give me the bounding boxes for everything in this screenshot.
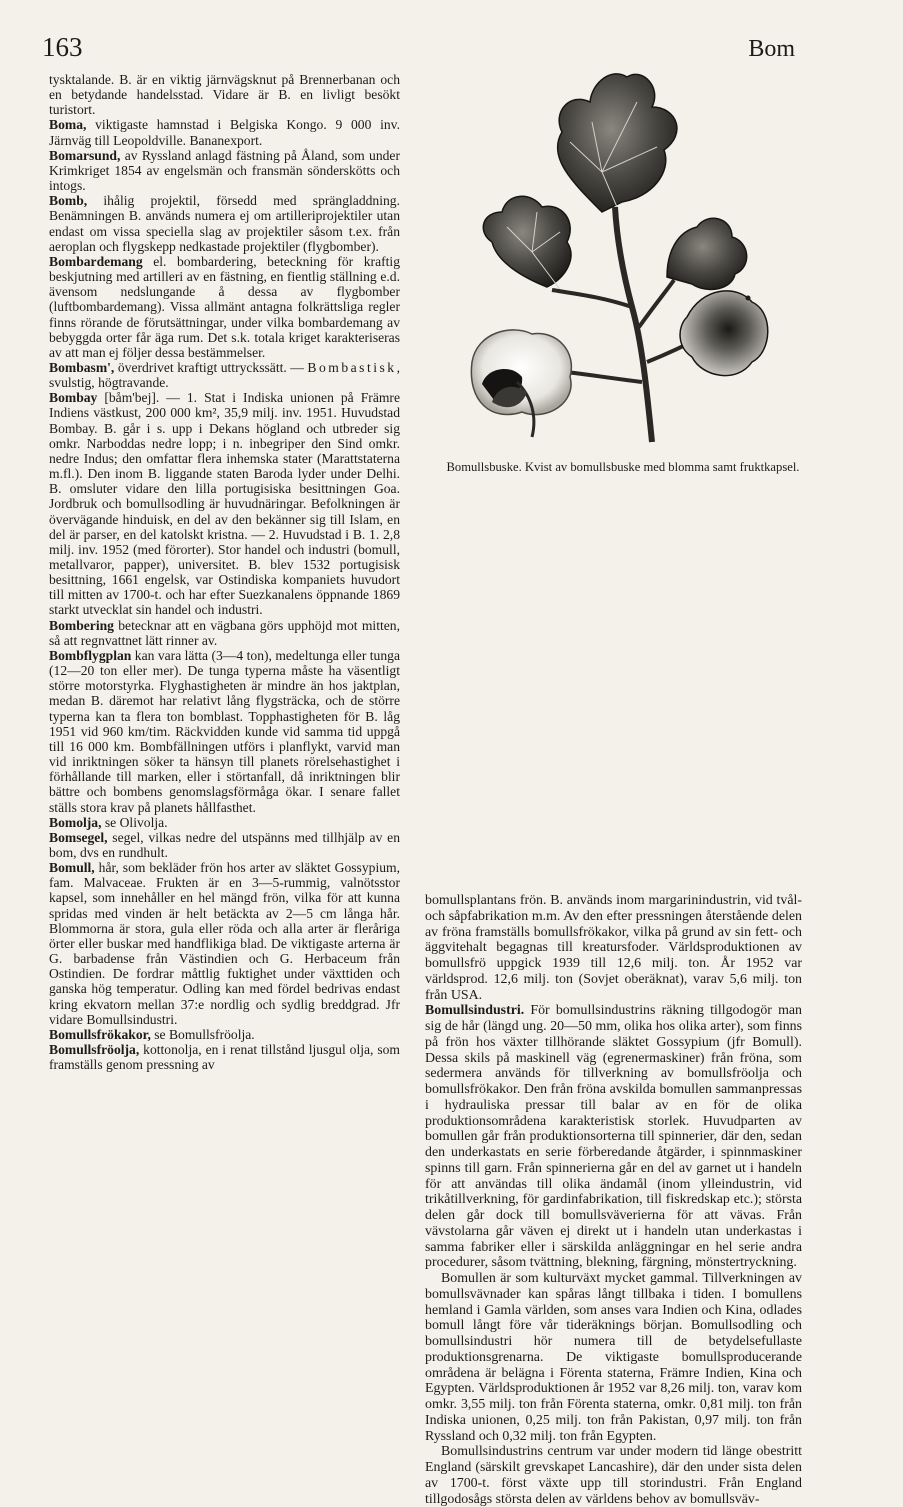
entry-text: el. bombardering, beteckning för kraftig beskjutning med artilleri av en fästning, en fientlig ställning e.d. ävensom nedslungande å dessa av flygbomber (luftbombardemang). Vissa allmänt antagna folkrättsliga regler finns rörande de förutsättningar, under vilka bombardemang av bebyggda orter får äga rum. Det s.k. totala kriget karakteriseras av att man ej följer dessa bestämmelser. <box>49 253 400 360</box>
entry-bomolja <box>49 815 400 830</box>
entry-text: av Ryssland anlagd fästning på Åland, som under Krimkriget 1854 av engelsmän och fransmän sönderskötts och intogs. <box>49 147 400 194</box>
entry-text: kottonolja, en i renat tillstånd ljusgul olja, som framställs genom pressning av <box>49 1042 400 1073</box>
right-column <box>425 893 802 1507</box>
entry-bomb <box>49 193 400 254</box>
entry-bomull <box>49 860 400 1027</box>
entry-text: viktigaste hamnstad i Belgiska Kongo. 9 000 inv. Järnväg till Leopoldville. Bananexport. <box>49 117 400 148</box>
headword: Bomullsindustri. <box>425 1003 525 1019</box>
headword: Bomullsfröolja, <box>49 1042 140 1057</box>
headword: Bomb, <box>49 193 88 209</box>
entry-text: ihålig projektil, försedd med sprängladdning. Benämningen B. används numera ej om artilleriprojektiler utan endast om vissa speciella slag av projektiler såsom t.ex. från aeroplan och flygskepp nedkastade projektiler (flygbomber). <box>49 193 400 254</box>
entry-text: Bomullen är som kulturväxt mycket gammal. Tillverkningen av bomullsvävnader kan spåras långt tillbaka i tiden. I bomullens hemland i Gamla världen, som anses vara Indien och Kina, odlades bomull långt före vår tideräknings början. Bomullsodling och bomullsindustri hör numera till de betydelsefullaste produktionsgrenarna. De viktigaste bomullsproducerande områdena är belägna i Förenta staterna, Främre Indien, Kina och Egypten. Världsproduktionen år 1952 var 8,26 milj. ton, varav kom omkr. 3,55 milj. ton från Förenta staterna, omkr. 0,81 milj. ton från Indiska unionen, 0,25 milj. ton från Pakistan, 0,97 milj. ton från Ryssland och 0,32 milj. ton från Egypten. <box>425 1271 802 1444</box>
entry-text: Bomullsindustrins centrum var under modern tid länge obestritt England (särskilt grevskapet Lancashire), där den under sista delen av 1700-t. först växte upp till storindustri. Från England tillgodosågs största delen av världens behov av bomullsväv- <box>425 1444 802 1507</box>
entry-text: se Bomullsfröolja. <box>150 1026 255 1042</box>
headword: Bombay <box>49 390 98 406</box>
entry-boma <box>49 117 400 147</box>
entry-intro <box>49 72 400 117</box>
headword: Bombasm', <box>49 359 115 375</box>
entry-text: För bomullsindustrins räkning tillgodogör man sig de hår (längd ung. 20—50 mm, olika hos olika arter), som finns på frön hos växter tillhörande släktet Gossypium (jfr Bomull). Dessa skils på maskinell väg (egrenermaskiner) från fröna, som sedermera används för tillverkning av bomullsfröolja och bomullsfrökakor. Den från fröna avskilda bomullen sammanpressas i hydrauliska pressar till balar av en för de olika produktionsområdena karakteristisk storlek. Huvudparten av bomullen går från produktionsorterna till spinnerier, där den, sedan den underkastats en serie förberedande åtgärder, i spinnmaskiner spinns till garn. Från spinnerierna går en del av garnet ut i handeln för att användas till olika ändamål (inom ylleindustrin, vid trikåtillverkning, för gardinfabrikation, till fiskredskap etc.); största delen går dock till bomullsväverierna för att vävas. Från vävstolarna går väven ej direkt ut i handeln utan underkastas i samma fabriker eller i särskilda anläggningar en hel serie andra procedurer, såsom tvättning, blekning, färgning, mönstertryckning. <box>425 1003 802 1271</box>
headword: Bombering <box>49 617 114 633</box>
entry-bomarsund <box>49 148 400 193</box>
left-column <box>49 72 400 1072</box>
entry-bomullsfroolja <box>49 1042 400 1072</box>
entry-bomullsindustri <box>425 1003 802 1271</box>
headword: Bomull, <box>49 860 95 876</box>
entry-text: överdrivet kraftigt uttryckssätt. — <box>114 359 308 375</box>
headword: Bombflygplan <box>49 647 132 663</box>
entry-bombardemang <box>49 254 400 360</box>
headword: Bomsegel, <box>49 829 108 845</box>
entry-text: kan vara lätta (3—4 ton), medeltunga eller tunga (12—20 ton eller mer). De tunga typerna måste ha väsentligt större motorstyrka. Flyghastigheten är mindre än hos jaktplan, medan B. däremot har relativt lång flygsträcka, och de större typerna kan ta flera ton bomblast. Topphastigheten för B. låg 1951 vid 960 km/tim. Räckvidden kunde vid samma tid uppgå till 16 000 km. Bombfällningen utförs i planflykt, varvid man vid inriktningen söker ta hänsyn till planets rörelsehastighet i förhållande till marken, eller i störtanfall, då inriktningen blir bättre och bombens genomslagsförmåga ökar. I senare fallet ställs stora krav på planets hållfasthet. <box>49 647 400 815</box>
entry-bombering <box>49 618 400 648</box>
entry-text: tysktalande. B. är en viktig järnvägsknut på Brennerbanan och en betydande handelsstad. Vidare är B. en livligt besökt turistort. <box>49 72 400 118</box>
entry-text: bomullsplantans frön. B. används inom margarinindustrin, vid tvål- och såpfabrikation m.m. Av den efter pressningen återstående delen av fröna framställs bomullsfrökakor, vilka på grund av sin fett- och äggvitehalt begagnas till kreatursfoder. Världsproduktionen av bomullsfrö uppgick 1939 till 12,6 milj. ton. År 1952 var världsprod. 12,6 milj. ton (Sovjet oberäknat), varav 5,6 milj. ton från USA. <box>425 893 802 1003</box>
entry-bomsegel <box>49 830 400 860</box>
entry-continuation <box>425 893 802 1003</box>
headword: Boma, <box>49 117 87 133</box>
paragraph <box>425 1444 802 1507</box>
entry-bomullsfrokakor <box>49 1027 400 1042</box>
cotton-branch-icon <box>452 62 782 462</box>
entry-text: se Olivolja. <box>101 814 168 830</box>
spaced-word: Bombastisk <box>307 359 397 375</box>
entry-text-tail: , svulstig, högtravande. <box>49 359 400 391</box>
entry-text: [båm'bej]. — 1. Stat i Indiska unionen på Främre Indiens västkust, 200 000 km², 35,9 milj. inv. 1951. Huvudstad Bombay. B. går i s. upp i Dekans högland och utbreder sig omkr. Narboddas nedre lopp; i n. inbegriper den Sind omkr. nedre Indus; den omfattar flera inhemska stater (Marattstaterna m.fl.). Den inom B. liggande staten Baroda lyder under Delhi. B. omsluter vidare den lilla portugisiska besittningen Goa. Jordbruk och bomullsodling är huvudnäringar. Befolkningen är övervägande hinduisk, en del av den bekänner sig till Islam, en del är parser, en del katolskt kristna. — 2. Huvudstad i B. 1. 2,8 milj. inv. 1952 (med förorter). Stor handel och industri (bomull, metallvaror, papper), universitet. B. blev 1532 portugisisk besittning, 1661 engelsk, var Ostindiska kompaniets huvudort till mitten av 1700-t. och har efter Suezkanalens öppnande 1869 starkt utvecklat sin handel och industri. <box>49 390 400 618</box>
headword: Bombardemang <box>49 253 143 269</box>
entry-bombasm <box>49 360 400 390</box>
cotton-branch-illustration <box>452 62 782 462</box>
figure-caption: Bomullsbuske. Kvist av bomullsbuske med blomma samt fruktkapsel. <box>446 460 800 474</box>
headword: Bomarsund, <box>49 147 121 163</box>
headword: Bomolja, <box>49 814 102 830</box>
entry-text: betecknar att en vägbana görs upphöjd mot mitten, så att regnvattnet lätt rinner av. <box>49 617 400 648</box>
running-head: Bom <box>748 36 795 62</box>
entry-bombay <box>49 390 400 617</box>
entry-bombflygplan <box>49 648 400 815</box>
entry-text: hår, som bekläder frön hos arter av släktet Gossypium, fam. Malvaceae. Frukten är en 3—5-rummig, valnötsstor kapsel, som innehåller en hel mängd frön, vilka för att kunna spridas med vinden är helt betäckta av 2—5 cm långa hår. Blommorna är stora, gula eller röda och alla arter är fleråriga örter eller buskar med handflikiga blad. De viktigaste arterna är G. barbadense från Västindien och G. Herbaceum från Ostindien. De fordrar måttlig fuktighet under växttiden och ganska hög temperatur. Odling kan med fördel bedrivas endast kring ekvatorn mellan 37:e nordlig och sydlig breddgrad. Jfr vidare Bomullsindustri. <box>49 860 400 1027</box>
entry-text: segel, vilkas nedre del utspänns med tillhjälp av en bom, dvs en rundhult. <box>49 829 400 860</box>
headword: Bomullsfrökakor, <box>49 1026 151 1042</box>
page-number: 163 <box>42 32 83 62</box>
